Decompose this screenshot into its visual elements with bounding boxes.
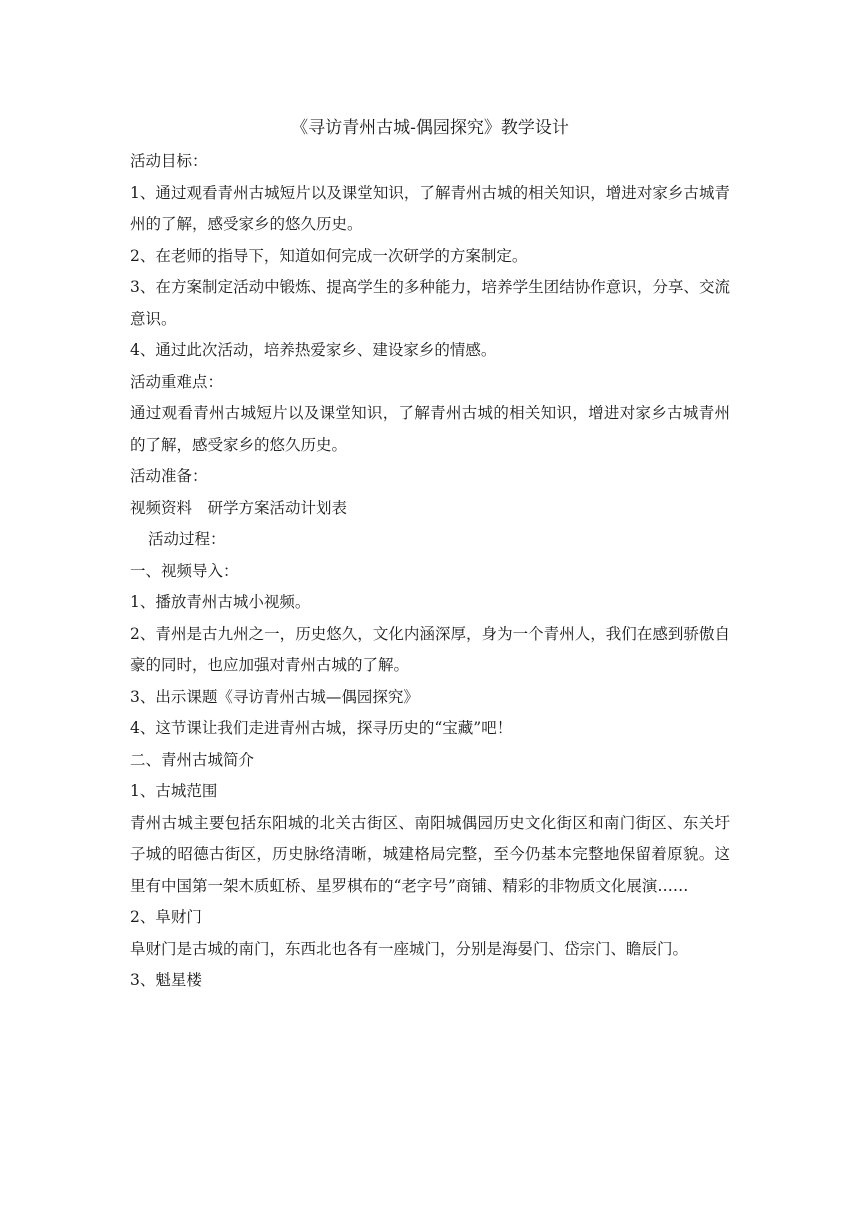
section-heading-preparation: 活动准备：	[130, 467, 208, 485]
process-item: 3、出示课题《寻访青州古城—偶园探究》	[130, 687, 419, 706]
document-title: 《寻访青州古城-偶园探究》教学设计	[291, 118, 569, 138]
process-step-heading-2: 二、青州古城简介	[130, 750, 255, 769]
objective-item-2: 2、在老师的指导下，知道如何完成一次研学的方案制定。	[130, 246, 528, 265]
process-item: 2、青州是古九州之一，历史悠久，文化内涵深厚，身为一个青州人，我们在感到骄傲自豪的同时，也应加强对青州古城的了解。	[130, 624, 730, 674]
section-heading-process: 活动过程：	[148, 530, 226, 548]
section-heading-objectives: 活动目标：	[130, 152, 208, 170]
body-paragraph: 阜财门是古城的南门，东西北也各有一座城门，分别是海晏门、岱宗门、瞻辰门。	[130, 939, 689, 958]
subsection-heading: 3、魁星楼	[130, 971, 202, 989]
process-item: 1、播放青州古城小视频。	[130, 593, 311, 611]
subsection-heading: 2、阜财门	[130, 908, 202, 926]
process-step-heading-1: 一、视频导入：	[130, 561, 239, 580]
objective-item-1: 1、通过观看青州古城短片以及课堂知识，了解青州古城的相关知识，增进对家乡古城青州的了解，感受家乡的悠久历史。	[130, 183, 730, 233]
preparation-text: 视频资料 研学方案活动计划表	[130, 498, 348, 517]
subsection-heading: 1、古城范围	[130, 782, 218, 800]
section-heading-key-points: 活动重难点：	[130, 372, 224, 391]
process-item: 4、这节课让我们走进青州古城，探寻历史的“宝藏”吧！	[130, 719, 513, 737]
key-points-text: 通过观看青州古城短片以及课堂知识，了解青州古城的相关知识，增进对家乡古城青州的了解，感受家乡的悠久历史。	[130, 404, 730, 454]
body-paragraph: 青州古城主要包括东阳城的北关古街区、南阳城偶园历史文化街区和南门街区、东关圩子城的昭德古街区，历史脉络清晰，城建格局完整，至今仍基本完整地保留着原貌。这里有中国第一架木质虹桥、星罗棋布的“老字号”商铺、精彩的非物质文化展演……	[130, 813, 730, 895]
objective-item-3: 3、在方案制定活动中锻炼、提高学生的多种能力，培养学生团结协作意识，分享、交流意识。	[130, 278, 730, 328]
document-body	[130, 112, 730, 997]
objective-item-4: 4、通过此次活动，培养热爱家乡、建设家乡的情感。	[130, 341, 497, 359]
